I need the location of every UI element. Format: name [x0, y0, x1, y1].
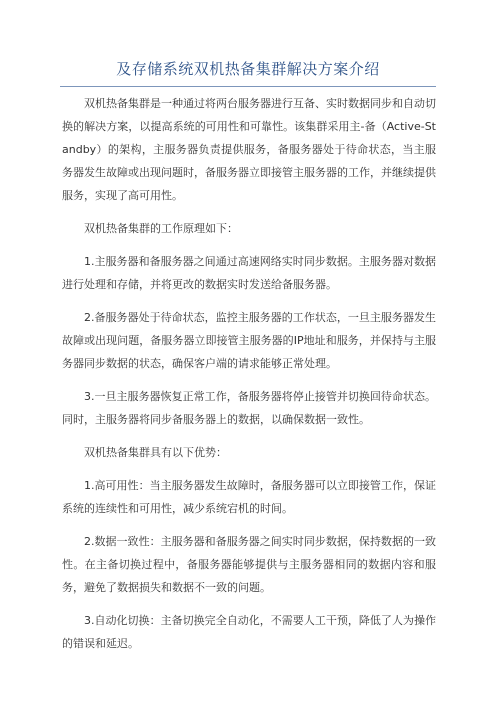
document-title: 及存储系统双机热备集群解决方案介绍: [116, 60, 380, 78]
paragraph-advantages-heading: 双机热备集群具有以下优势：: [84, 446, 227, 459]
paragraph-intro: 双机热备集群是一种通过将两台服务器进行互备、实时数据同步和自动切换的解决方案，以提高系统的可用性和可靠性。该集群采用主-备（Active-Standby）的架构，主服务器负责提供服务，备服务器处于待命状态，当主服务器发生故障或出现问题时，备服务器立即接管主服务器的工作，并继续提供服务，实现了高可用性。: [62, 97, 436, 202]
title-divider: [60, 86, 436, 87]
paragraph-advantage-2: 2.数据一致性：主服务器和备服务器之间实时同步数据，保持数据的一致性。在主备切换过程中，备服务器能够提供与主服务器相同的数据内容和服务，避免了数据损失和数据不一致的问题。: [62, 535, 436, 594]
paragraph-principle-1: 1.主服务器和备服务器之间通过高速网络实时同步数据。主服务器对数据进行处理和存储，并将更改的数据实时发送给备服务器。: [62, 255, 436, 291]
document-body: [62, 92, 436, 665]
paragraph-advantage-3: 3.自动化切换：主备切换完全自动化，不需要人工干预，降低了人为操作的错误和延迟。: [62, 614, 436, 650]
paragraph-principle-3: 3.一旦主服务器恢复正常工作，备服务器将停止接管并切换回待命状态。同时，主服务器将同步备服务器上的数据，以确保数据一致性。: [62, 390, 436, 426]
paragraph-advantage-1: 1.高可用性：当主服务器发生故障时，备服务器可以立即接管工作，保证系统的连续性和可用性，减少系统宕机的时间。: [62, 479, 436, 515]
paragraph-principle-heading: 双机热备集群的工作原理如下：: [84, 222, 238, 235]
paragraph-principle-2: 2.备服务器处于待命状态，监控主服务器的工作状态，一旦主服务器发生故障或出现问题，备服务器立即接管主服务器的IP地址和服务，并保持与主服务器同步数据的状态，确保客户端的请求能够正常处理。: [62, 311, 436, 370]
